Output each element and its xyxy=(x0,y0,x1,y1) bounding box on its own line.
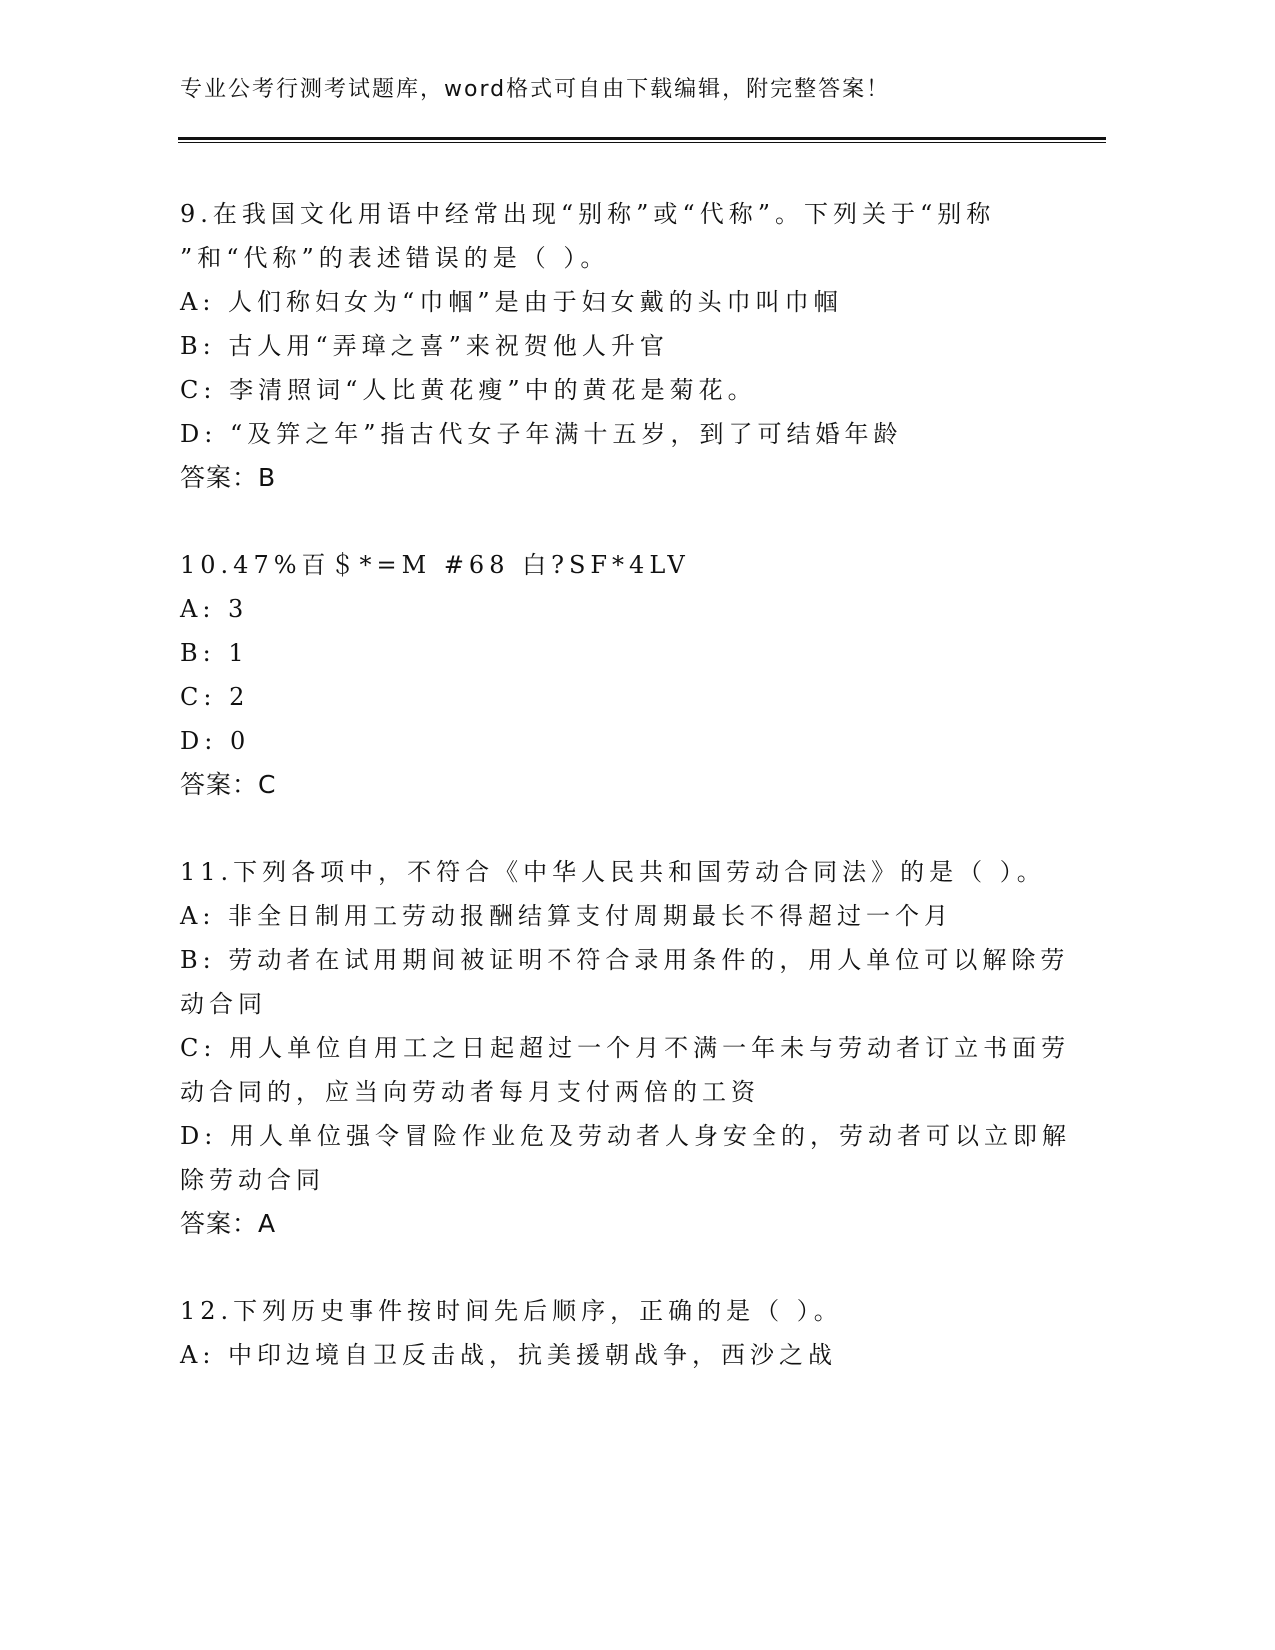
question-stem-line: 12.下列历史事件按时间先后顺序，正确的是（ ）。 xyxy=(180,1297,843,1325)
question-spacer xyxy=(180,500,1040,543)
question-stem-line: 11.下列各项中，不符合《中华人民共和国劳动合同法》的是（ ）。 xyxy=(180,858,1046,886)
option-a: A: 3 xyxy=(180,595,249,623)
option-b: B: 劳动者在试用期间被证明不符合录用条件的，用人单位可以解除劳 xyxy=(180,946,1070,974)
question-stem-line: ”和“代称”的表述错误的是（ ）。 xyxy=(180,244,610,272)
question-9 xyxy=(180,192,1040,500)
page-header-text: 专业公考行测考试题库，word格式可自由下载编辑，附完整答案！ xyxy=(180,77,891,102)
option-c: C: 2 xyxy=(180,683,250,711)
option-c: C: 李清照词“人比黄花瘦”中的黄花是菊花。 xyxy=(180,376,757,404)
header-divider xyxy=(178,137,1106,143)
question-stem-line: 9.在我国文化用语中经常出现“别称”或“代称”。下列关于“别称 xyxy=(180,200,996,228)
option-c: C: 用人单位自用工之日起超过一个月不满一年未与劳动者订立书面劳 xyxy=(180,1034,1071,1062)
question-stem-line: 10.47%百＄*=M #68 白?SF*4LV xyxy=(180,551,690,579)
question-10 xyxy=(180,543,1040,807)
question-spacer xyxy=(180,1246,1040,1289)
answer-line: 答案：A xyxy=(180,1209,277,1238)
option-a: A: 非全日制用工劳动报酬结算支付周期最长不得超过一个月 xyxy=(180,902,954,930)
option-d-continued: 除劳动合同 xyxy=(180,1166,325,1194)
answer-line: 答案：C xyxy=(180,770,277,799)
option-d: D: 0 xyxy=(180,727,251,755)
answer-line: 答案：B xyxy=(180,463,277,492)
question-11 xyxy=(180,850,1071,1246)
option-b: B: 古人用“弄璋之喜”来祝贺他人升官 xyxy=(180,332,669,360)
option-a: A: 中印边境自卫反击战，抗美援朝战争，西沙之战 xyxy=(180,1341,838,1369)
question-list xyxy=(180,192,1071,1377)
option-d: D: 用人单位强令冒险作业危及劳动者人身安全的，劳动者可以立即解 xyxy=(180,1122,1071,1150)
question-12 xyxy=(180,1289,1040,1377)
option-a: A: 人们称妇女为“巾帼”是由于妇女戴的头巾叫巾帼 xyxy=(180,288,843,316)
option-b: B: 1 xyxy=(180,639,249,667)
option-d: D: “及笄之年”指古代女子年满十五岁，到了可结婚年龄 xyxy=(180,420,903,448)
option-c-continued: 动合同的，应当向劳动者每月支付两倍的工资 xyxy=(180,1078,760,1106)
option-b-continued: 动合同 xyxy=(180,990,267,1018)
question-spacer xyxy=(180,807,1040,850)
